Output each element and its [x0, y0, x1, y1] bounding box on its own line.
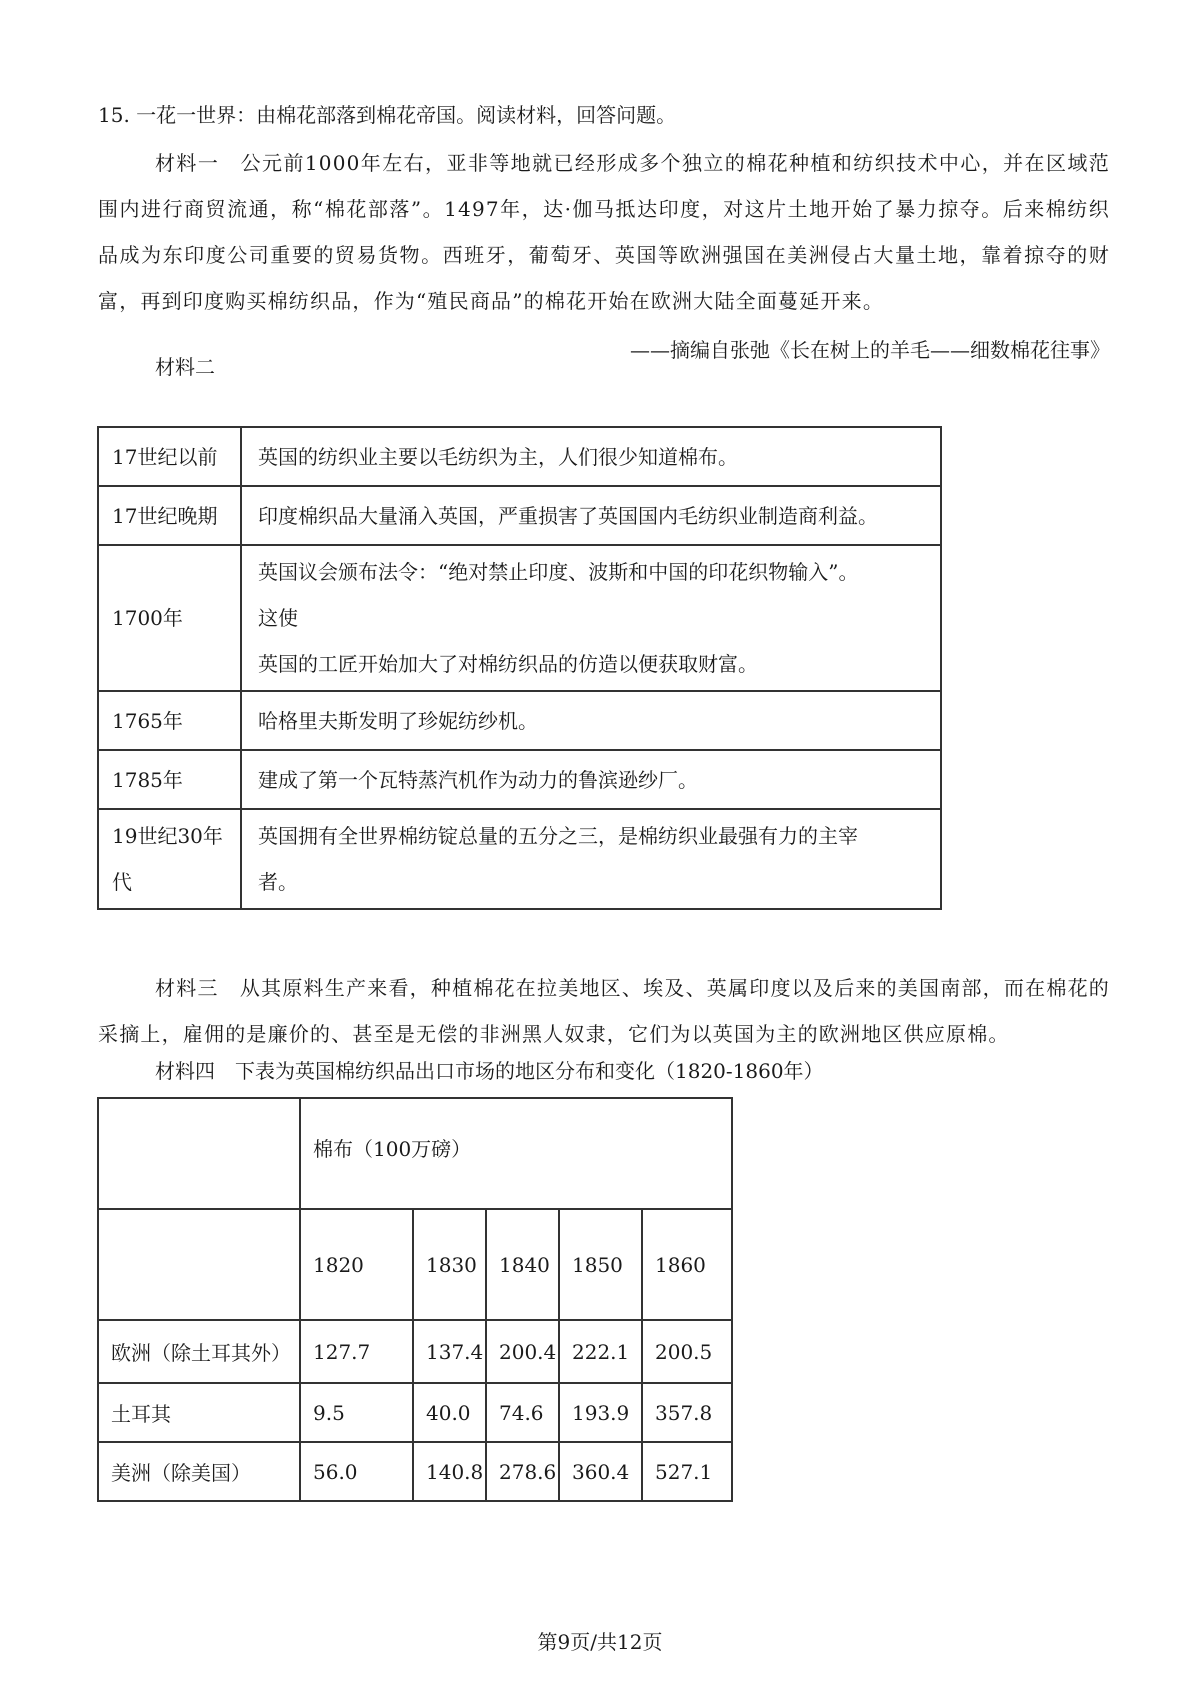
value-cell: 222.1 — [559, 1320, 642, 1383]
table-row — [98, 691, 941, 750]
value-cell: 9.5 — [300, 1383, 413, 1442]
table-row — [98, 1320, 732, 1383]
period-cell: 17世纪以前 — [98, 427, 241, 486]
event-line: 这使 — [258, 606, 298, 630]
material-3-text: 材料三 从其原料生产来看，种植棉花在拉美地区、埃及、英属印度以及后来的美国南部，而在棉花的采摘上，雇佣的是廉价的、甚至是无偿的非洲黑人奴隶，它们为以英国为主的欧洲地区供应原棉。 — [98, 976, 1110, 1046]
material-1-source: ——摘编自张弛《长在树上的羊毛——细数棉花往事》 — [630, 338, 1110, 362]
event-line: 英国的工匠开始加大了对棉纺织品的仿造以便获取财富。 — [258, 652, 758, 676]
period-cell: 17世纪晚期 — [98, 486, 241, 545]
table-row — [98, 809, 941, 909]
question-title: 15. 一花一世界：由棉花部落到棉花帝国。阅读材料，回答问题。 — [98, 103, 677, 127]
page-number: 第9页/共12页 — [537, 1630, 663, 1654]
table-row — [98, 1383, 732, 1442]
event-line: 英国拥有全世界棉纺锭总量的五分之三，是棉纺织业最强有力的主宰 — [258, 824, 858, 848]
value-cell: 74.6 — [486, 1383, 559, 1442]
event-cell: 印度棉织品大量涌入英国，严重损害了英国国内毛纺织业制造商利益。 — [241, 486, 941, 545]
table-row — [98, 750, 941, 809]
value-cell: 527.1 — [642, 1442, 732, 1501]
year-header: 1820 — [300, 1209, 413, 1320]
value-cell: 193.9 — [559, 1383, 642, 1442]
material-1-text: 材料一 公元前1000年左右，亚非等地就已经形成多个独立的棉花种植和纺织技术中心，并在区域范围内进行商贸流通，称“棉花部落”。1497年，达·伽马抵达印度，对这片土地开始了暴力掠夺。后来棉纺织品成为东印度公司重要的贸易货物。西班牙，葡萄牙、英国等欧洲强国在美洲侵占大量土地，靠着掠夺的财富，再到印度购买棉纺织品，作为“殖民商品”的棉花开始在欧洲大陆全面蔓延开来。 — [98, 151, 1110, 313]
value-cell: 360.4 — [559, 1442, 642, 1501]
table-row — [98, 427, 941, 486]
value-cell: 137.4 — [413, 1320, 486, 1383]
material-4-label: 材料四 下表为英国棉纺织品出口市场的地区分布和变化（1820-1860年） — [155, 1059, 824, 1083]
period-cell: 1785年 — [98, 750, 241, 809]
corner-cell — [98, 1098, 300, 1209]
period-line: 19世纪30年 — [112, 824, 223, 848]
value-cell: 127.7 — [300, 1320, 413, 1383]
region-cell: 欧洲（除土耳其外） — [98, 1320, 300, 1383]
material-4-table — [97, 1097, 733, 1502]
value-cell: 140.8 — [413, 1442, 486, 1501]
event-cell: 建成了第一个瓦特蒸汽机作为动力的鲁滨逊纱厂。 — [241, 750, 941, 809]
material-2-label: 材料二 — [155, 355, 215, 379]
region-cell: 美洲（除美国） — [98, 1442, 300, 1501]
period-cell: 1765年 — [98, 691, 241, 750]
event-cell: 哈格里夫斯发明了珍妮纺纱机。 — [241, 691, 941, 750]
value-cell: 56.0 — [300, 1442, 413, 1501]
region-cell: 土耳其 — [98, 1383, 300, 1442]
value-cell: 40.0 — [413, 1383, 486, 1442]
table-year-row — [98, 1209, 732, 1320]
event-cell — [241, 809, 941, 909]
year-header: 1840 — [486, 1209, 559, 1320]
table-row — [98, 486, 941, 545]
event-cell: 英国的纺织业主要以毛纺织为主，人们很少知道棉布。 — [241, 427, 941, 486]
table-row — [98, 1442, 732, 1501]
year-header: 1860 — [642, 1209, 732, 1320]
year-header: 1850 — [559, 1209, 642, 1320]
year-header: 1830 — [413, 1209, 486, 1320]
table-header-row — [98, 1098, 732, 1209]
event-line: 英国议会颁布法令：“绝对禁止印度、波斯和中国的印花织物输入”。 — [258, 560, 859, 584]
period-line: 代 — [112, 870, 132, 894]
table-row — [98, 545, 941, 691]
unit-header: 棉布（100万磅） — [300, 1098, 732, 1209]
value-cell: 200.5 — [642, 1320, 732, 1383]
value-cell: 278.6 — [486, 1442, 559, 1501]
event-cell — [241, 545, 941, 691]
period-cell — [98, 809, 241, 909]
value-cell: 357.8 — [642, 1383, 732, 1442]
event-line: 者。 — [258, 870, 298, 894]
material-2-table — [97, 426, 942, 910]
period-cell: 1700年 — [98, 545, 241, 691]
value-cell: 200.4 — [486, 1320, 559, 1383]
corner-cell — [98, 1209, 300, 1320]
